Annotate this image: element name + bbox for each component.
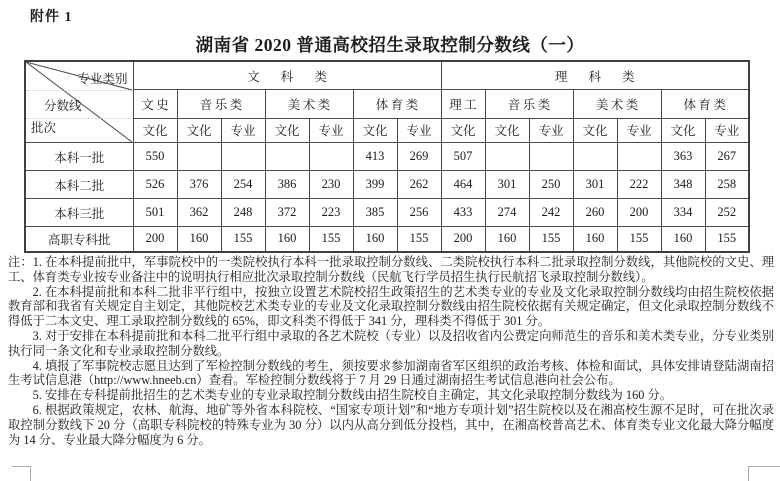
batch-label: 本科一批 (25, 143, 133, 171)
score-cell: 242 (529, 199, 573, 227)
score-cell: 155 (617, 227, 661, 252)
subheader-cell: 专业 (221, 118, 265, 142)
score-cell: 301 (485, 171, 529, 199)
note-4: 4. 填报了军事院校志愿且达到了军检控制分数线的考生，须按要求参加湖南省军区组织的政治考核、体检和面试，具体安排请登陆湖南招生考试信息港（http://www.hneeb.cn）查看。军检控制分数线将于 7 月 29 日通过湖南招生考试信息港向社会公布。 (8, 358, 774, 388)
score-cell: 200 (133, 227, 177, 252)
score-cell: 363 (661, 143, 705, 171)
score-cell (529, 143, 573, 171)
score-cell (221, 143, 265, 171)
score-cell: 334 (661, 199, 705, 227)
canvas-corner-artifact-right (748, 466, 780, 481)
batch-label: 高职专科批 (25, 227, 133, 252)
score-cell: 385 (353, 199, 397, 227)
score-cell: 386 (265, 171, 309, 199)
table-row (25, 227, 749, 252)
score-cell: 223 (309, 199, 353, 227)
score-cell: 464 (441, 171, 485, 199)
score-cell: 301 (573, 171, 617, 199)
subheader-cell: 文化 (661, 118, 705, 142)
score-cell: 155 (397, 227, 441, 252)
score-cell: 155 (309, 227, 353, 252)
score-cell: 160 (177, 227, 221, 252)
notes-section (8, 255, 774, 447)
score-cell: 413 (353, 143, 397, 171)
subheader-cell: 文化 (133, 118, 177, 142)
category-header: 音乐类 (177, 90, 265, 119)
category-header: 体育类 (661, 90, 749, 119)
category-header: 音乐类 (485, 90, 573, 119)
score-cell: 274 (485, 199, 529, 227)
score-cell: 160 (573, 227, 617, 252)
diagonal-header-cell (25, 61, 133, 143)
category-header: 美术类 (265, 90, 353, 119)
score-cell (177, 143, 221, 171)
subheader-cell: 文化 (441, 118, 485, 142)
score-cell: 262 (397, 171, 441, 199)
score-cell: 254 (221, 171, 265, 199)
score-cell: 526 (133, 171, 177, 199)
score-cell: 372 (265, 199, 309, 227)
score-cell: 250 (529, 171, 573, 199)
score-cell: 399 (353, 171, 397, 199)
category-header: 理工 (441, 90, 485, 119)
score-cell: 252 (705, 199, 749, 227)
score-table (24, 60, 750, 253)
group-header-liberal-arts: 文 科 类 (133, 61, 441, 90)
corner-label-scoreline: 分数线 (44, 99, 82, 113)
score-cell: 200 (441, 227, 485, 252)
note-5: 5. 安排在专科提前批招生的艺术类专业的专业录取控制分数线由招生院校自主确定，其文化录取控制分数线为 160 分。 (32, 388, 673, 403)
canvas-corner-artifact-left (12, 466, 31, 481)
subheader-cell: 专业 (705, 118, 749, 142)
subheader-cell: 文化 (485, 118, 529, 142)
score-cell: 200 (617, 199, 661, 227)
page-title: 湖南省 2020 普通高校招生录取控制分数线（一） (195, 35, 585, 55)
table-row (25, 199, 749, 227)
attachment-label: 附件 1 (30, 10, 73, 25)
batch-label: 本科二批 (25, 171, 133, 199)
score-cell: 155 (221, 227, 265, 252)
score-cell: 507 (441, 143, 485, 171)
score-cell: 376 (177, 171, 221, 199)
score-cell: 501 (133, 199, 177, 227)
score-cell: 348 (661, 171, 705, 199)
note-1: 注：1. 在本科提前批中，军事院校中的一类院校执行本科一批录取控制分数线、二类院校执行本科二批录取控制分数线，其他院校的文史、理工、体育类专业按专业备注中的说明执行相应批次录取控制分数线（民航飞行学员招生执行民航招飞录取控制分数线）。 (8, 255, 774, 284)
score-cell (309, 143, 353, 171)
score-cell: 550 (133, 143, 177, 171)
category-header: 体育类 (353, 90, 441, 119)
table-row (25, 171, 749, 199)
score-cell: 222 (617, 171, 661, 199)
table-header-sub-row (25, 118, 749, 142)
note-2: 2. 在本科提前批和本科二批非平行组中，按独立设置艺术院校招生政策招生的艺术类专业的专业及文化录取控制分数线均由招生院校依据教育部和我省有关规定自主划定，其他院校艺术类专业的专业及文化录取控制分数线由招生院校依据有关规定确定，但文化录取控制分数线不得低于二本文史、理工录取控制分数线的 65%，即文科类不得低于 341 分，理科类不得低于 301 分。 (8, 284, 774, 329)
score-cell: 256 (397, 199, 441, 227)
score-cell: 267 (705, 143, 749, 171)
score-cell: 160 (661, 227, 705, 252)
subheader-cell: 文化 (265, 118, 309, 142)
subheader-cell: 文化 (573, 118, 617, 142)
score-cell: 362 (177, 199, 221, 227)
subheader-cell: 专业 (529, 118, 573, 142)
category-header: 美术类 (573, 90, 661, 119)
score-cell: 248 (221, 199, 265, 227)
subheader-cell: 专业 (617, 118, 661, 142)
batch-label: 本科三批 (25, 199, 133, 227)
score-cell: 160 (485, 227, 529, 252)
score-cell: 269 (397, 143, 441, 171)
note-6: 6. 根据政策规定，农林、航海、地矿等外省本科院校、“国家专项计划”和“地方专项计划”招生院校以及在湘高校生源不足时，可在批次录取控制分数线下 20 分（高职专科院校的特殊专业为 30 分）以内从高分到低分投档，其中，在湘高校普高艺术、体育类专业文化最大降分幅度为 14 分、专业最大降分幅度为 6 分。 (8, 402, 774, 447)
score-cell: 433 (441, 199, 485, 227)
table-header-group-row (25, 61, 749, 90)
score-cell: 260 (573, 199, 617, 227)
score-cell (485, 143, 529, 171)
group-header-science: 理 科 类 (441, 61, 749, 90)
subheader-cell: 文化 (177, 118, 221, 142)
score-cell: 258 (705, 171, 749, 199)
corner-label-category: 专业类别 (77, 72, 128, 86)
score-cell (573, 143, 617, 171)
note-3: 3. 对于安排在本科提前批和本科二批平行组中录取的各艺术院校（专业）以及招收省内公费定向师范生的音乐和美术类专业，分专业类别执行同一条文化和专业录取控制分数线。 (8, 328, 774, 358)
subheader-cell: 专业 (397, 118, 441, 142)
category-header: 文史 (133, 90, 177, 119)
score-cell (265, 143, 309, 171)
subheader-cell: 专业 (309, 118, 353, 142)
dotted-divider (26, 90, 133, 91)
score-cell: 230 (309, 171, 353, 199)
table-header-category-row (25, 90, 749, 119)
score-cell: 155 (705, 227, 749, 252)
score-cell (617, 143, 661, 171)
subheader-cell: 文化 (353, 118, 397, 142)
score-cell: 160 (265, 227, 309, 252)
score-cell: 155 (529, 227, 573, 252)
corner-label-batch: 批次 (31, 121, 57, 135)
score-cell: 160 (353, 227, 397, 252)
table-row (25, 143, 749, 171)
